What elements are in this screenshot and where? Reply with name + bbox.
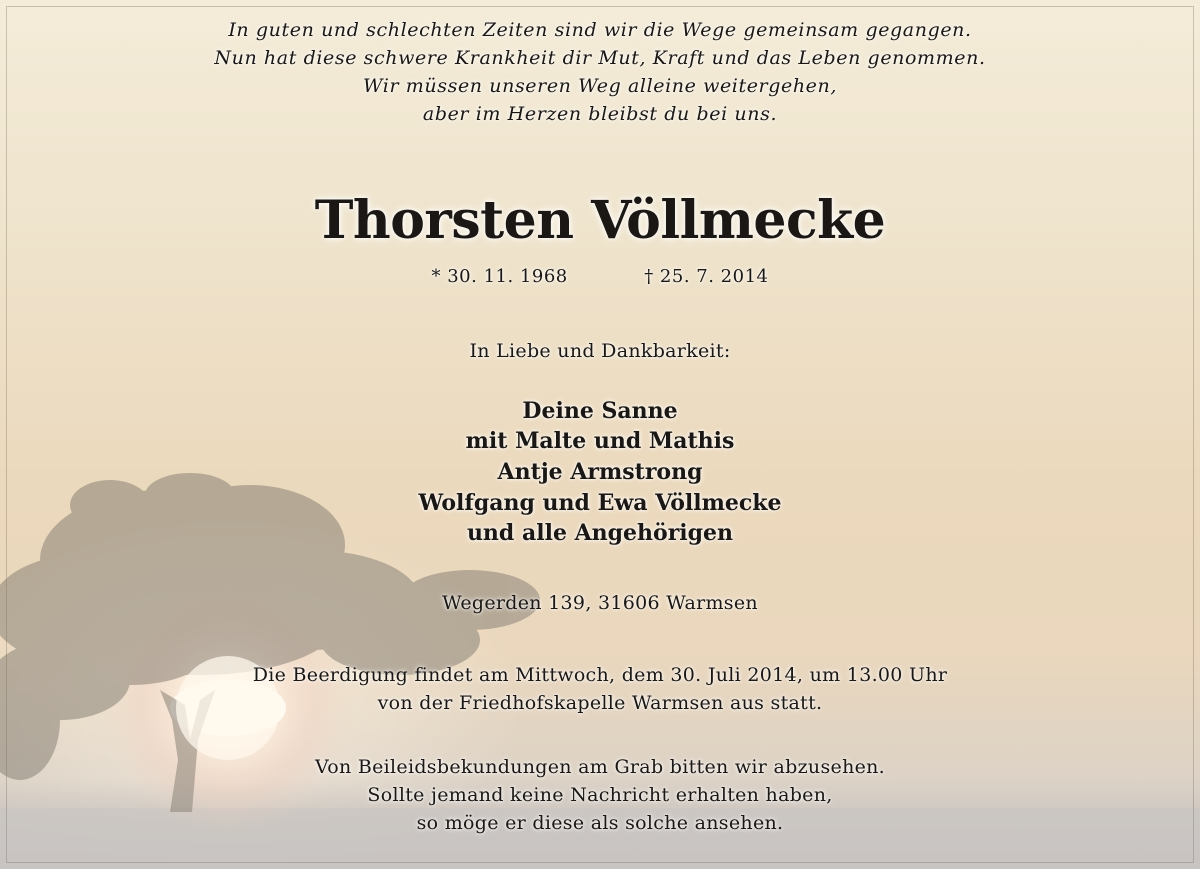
poem-line-4: aber im Herzen bleibst du bei uns. [422, 103, 778, 125]
poem-line-1: In guten und schlechten Zeiten sind wir die Wege gemeinsam gegangen. [228, 19, 972, 41]
poem-line-2: Nun hat diese schwere Krankheit dir Mut, Kraft und das Leben genommen. [214, 47, 986, 69]
mourner-1: Deine Sanne [522, 398, 678, 424]
deceased-name: Thorsten Völlmecke [314, 190, 886, 251]
death-date: † 25. 7. 2014 [644, 266, 769, 287]
mourner-4: Wolfgang und Ewa Völlmecke [418, 490, 782, 516]
life-dates [0, 266, 1200, 287]
address: Wegerden 139, 31606 Warmsen [442, 592, 758, 614]
condolence-line-2: Sollte jemand keine Nachricht erhalten haben, [367, 784, 833, 806]
mourner-3: Antje Armstrong [497, 459, 703, 485]
funeral-line-1: Die Beerdigung findet am Mittwoch, dem 30. Juli 2014, um 13.00 Uhr [252, 664, 948, 686]
condolence-line-3: so möge er diese als solche ansehen. [416, 812, 784, 834]
dedication: In Liebe und Dankbarkeit: [469, 340, 731, 362]
mourner-2: mit Malte und Mathis [465, 428, 735, 454]
birth-date: * 30. 11. 1968 [431, 266, 568, 287]
condolence-line-1: Von Beileidsbekundungen am Grab bitten wir abzusehen. [314, 756, 886, 778]
mourner-5: und alle Angehörigen [466, 520, 734, 546]
poem-line-3: Wir müssen unseren Weg alleine weitergehen, [363, 75, 837, 97]
funeral-line-2: von der Friedhofskapelle Warmsen aus statt. [377, 692, 823, 714]
